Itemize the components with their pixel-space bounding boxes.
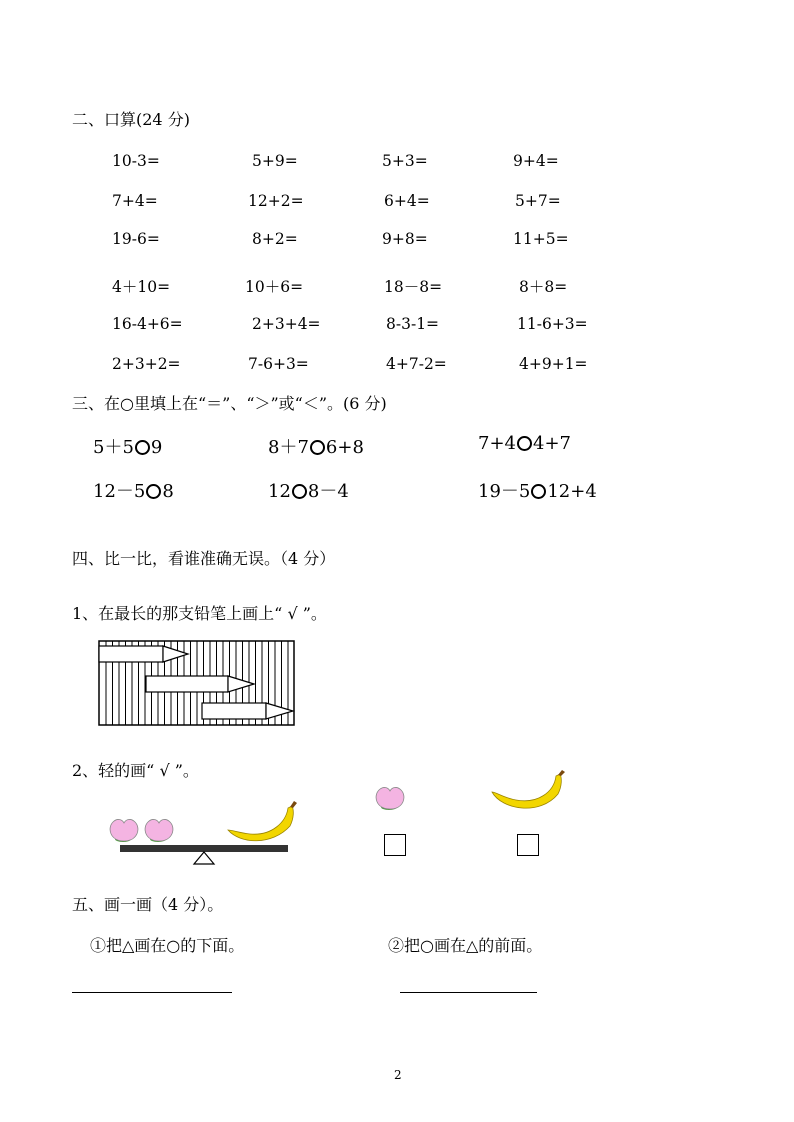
answer-box-peach[interactable]: [384, 834, 406, 856]
arithmetic-problem: 2+3+2=: [112, 355, 181, 373]
comparison-left: 5＋5: [93, 437, 134, 458]
arithmetic-problem: 8+2=: [252, 230, 298, 248]
answer-box-banana[interactable]: [517, 834, 539, 856]
answer-line-2[interactable]: [400, 992, 537, 993]
comparison-left: 12: [268, 481, 291, 502]
answer-circle[interactable]: [517, 436, 532, 451]
scale-fulcrum: [194, 852, 214, 864]
comparison-left: 12－5: [93, 481, 146, 502]
comparison-item: [93, 433, 162, 459]
arithmetic-problem: 7+4=: [112, 192, 158, 210]
arithmetic-problem: 4+9+1=: [519, 355, 588, 373]
pencil-middle: [146, 676, 254, 692]
comparison-right: 9: [150, 437, 163, 458]
draw-question-1: ①把△画在○的下面。: [90, 936, 245, 955]
comparison-left: 8＋7: [268, 437, 309, 458]
peach-icon: [110, 819, 138, 842]
comparison-item: [478, 433, 571, 454]
comparison-item: [478, 477, 597, 503]
arithmetic-problem: 7-6+3=: [248, 355, 309, 373]
answer-line-1[interactable]: [72, 992, 232, 993]
arithmetic-problem: 4＋10=: [112, 278, 171, 296]
answer-circle[interactable]: [146, 484, 161, 499]
comparison-left: 19－5: [478, 481, 531, 502]
comparison-right: 8－4: [307, 481, 349, 502]
answer-circle[interactable]: [310, 440, 325, 455]
comparison-item: [268, 433, 364, 459]
question-lighter: 2、轻的画“ √ ”。: [72, 761, 199, 780]
comparison-right: 8: [162, 481, 174, 502]
arithmetic-problem: 5+3=: [382, 152, 428, 170]
arithmetic-problem: 5+9=: [252, 152, 298, 170]
pencils-figure: [98, 640, 298, 728]
section4-title: 四、比一比，看谁准确无误。（4 分）: [72, 549, 336, 568]
draw-question-2: ②把○画在△的前面。: [388, 936, 543, 955]
arithmetic-problem: 2+3+4=: [252, 315, 321, 333]
arithmetic-problem: 6+4=: [384, 192, 430, 210]
arithmetic-problem: 19-6=: [112, 230, 160, 248]
answer-circle[interactable]: [531, 484, 546, 499]
arithmetic-problem: 18－8=: [384, 278, 443, 296]
arithmetic-problem: 9+8=: [382, 230, 428, 248]
comparison-left: 7+4: [478, 433, 516, 454]
arithmetic-problem: 4+7-2=: [386, 355, 447, 373]
arithmetic-problem: 5+7=: [515, 192, 561, 210]
comparison-right: 4+7: [533, 433, 571, 454]
question-longest-pencil: 1、在最长的那支铅笔上画上“ √ ”。: [72, 604, 327, 623]
page-number: 2: [394, 1068, 402, 1082]
peach-icon: [145, 819, 173, 842]
scale-beam: [120, 845, 288, 852]
banana-icon: [488, 770, 568, 822]
section3-title: 三、在○里填上在“＝”、“＞”或“＜”。(6 分): [72, 394, 387, 413]
arithmetic-problem: 8-3-1=: [386, 315, 440, 333]
arithmetic-problem: 11+5=: [513, 230, 569, 248]
arithmetic-problem: 10＋6=: [245, 278, 304, 296]
comparison-right: 6+8: [325, 437, 364, 458]
comparison-item: [268, 477, 349, 503]
answer-circle[interactable]: [292, 484, 307, 499]
section5-title: 五、画一画（4 分）。: [72, 895, 224, 914]
balance-scale-figure: [100, 798, 300, 868]
arithmetic-problem: 8＋8=: [519, 278, 568, 296]
comparison-right: 12+4: [547, 481, 597, 502]
answer-circle[interactable]: [135, 440, 150, 455]
arithmetic-problem: 11-6+3=: [517, 315, 588, 333]
peach-icon: [370, 780, 410, 812]
arithmetic-problem: 12+2=: [248, 192, 304, 210]
section2-title: 二、口算(24 分): [72, 110, 190, 129]
arithmetic-problem: 16-4+6=: [112, 315, 183, 333]
arithmetic-problem: 10-3=: [112, 152, 160, 170]
comparison-item: [93, 477, 174, 503]
banana-icon: [228, 801, 297, 841]
arithmetic-problem: 9+4=: [513, 152, 559, 170]
